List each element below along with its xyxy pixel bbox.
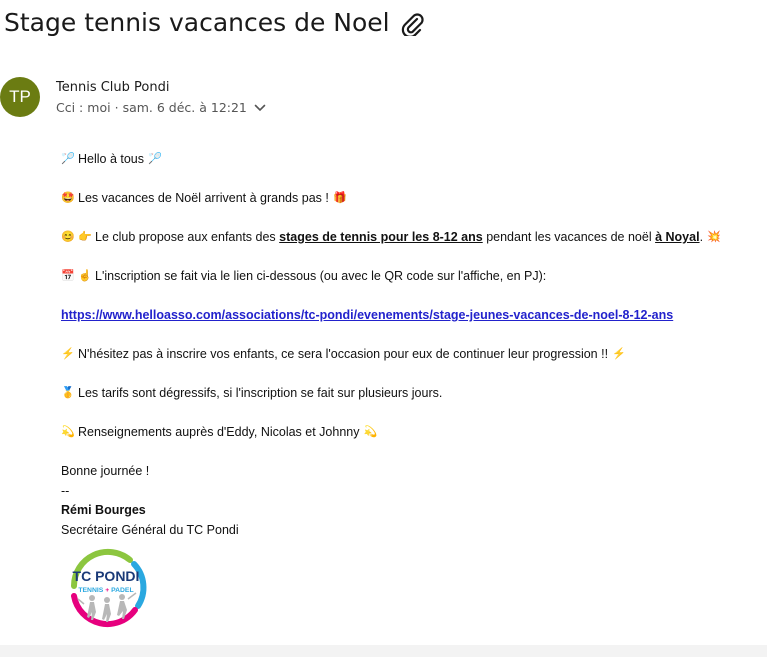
tarifs-text: Les tarifs sont dégressifs, si l'inscription se fait sur plusieurs jours.	[78, 386, 443, 400]
chevron-down-icon[interactable]	[254, 104, 266, 112]
tarifs-line	[61, 386, 761, 425]
contact-text: Renseignements auprès d'Eddy, Nicolas et Johnny	[78, 425, 360, 439]
racket-icon: 🏸	[148, 153, 162, 165]
inscription-text: L'inscription se fait via le lien ci-dessous (ou avec le QR code sur l'affiche, en PJ):	[95, 269, 547, 283]
greeting-text: Hello à tous	[78, 152, 145, 166]
offer-place: à Noyal	[655, 230, 700, 244]
gift-icon: 🎁	[332, 192, 347, 204]
star-face-icon: 🤩	[61, 192, 75, 204]
offer-line	[61, 230, 761, 269]
offer-bold: stages de tennis pour les 8-12 ans	[279, 230, 483, 244]
cc-label: Cci :	[56, 100, 84, 115]
subject-text: Stage tennis vacances de Noel	[4, 8, 390, 37]
club-logo	[62, 544, 154, 632]
dizzy-icon: 💫	[363, 426, 378, 438]
grin-icon: 😊	[61, 231, 75, 243]
logo-name: TC PONDI	[72, 568, 140, 584]
registration-link[interactable]: https://www.helloasso.com/associations/tc-pondi/evenements/stage-jeunes-vacances-de-noel-8-12-ans	[61, 308, 674, 322]
sender-name[interactable]: Tennis Club Pondi	[56, 80, 170, 95]
offer-pre: Le club propose aux enfants des	[95, 230, 276, 244]
email-subject	[4, 8, 424, 37]
paperclip-icon[interactable]	[400, 10, 424, 36]
lightning-icon: ⚡	[612, 348, 626, 360]
offer-mid: pendant les vacances de noël	[486, 230, 652, 244]
lightning-icon: ⚡	[61, 348, 75, 360]
inscription-line	[61, 269, 761, 308]
signature-name: Rémi Bourges	[61, 503, 146, 517]
email-body	[61, 152, 761, 542]
recipient-line	[56, 100, 266, 115]
sent-date: sam. 6 déc. à 12:21	[122, 100, 247, 115]
pointing-hand-icon: 👉	[78, 231, 92, 243]
recipient: moi	[87, 100, 111, 115]
encourage-text: N'hésitez pas à inscrire vos enfants, ce sera l'occasion pour eux de continuer leur progression !!	[78, 347, 609, 361]
link-line	[61, 308, 761, 347]
footer-strip	[0, 645, 767, 657]
medal-icon: 🥇	[61, 387, 75, 399]
holidays-line	[61, 191, 761, 230]
closing: Bonne journée !	[61, 464, 150, 478]
contact-line	[61, 425, 761, 464]
index-up-icon: ☝	[78, 270, 92, 282]
dizzy-icon: 💫	[61, 426, 75, 438]
separator: ·	[114, 100, 119, 115]
calendar-icon: 📅	[61, 270, 75, 282]
avatar-initials: TP	[9, 87, 31, 106]
greeting-line	[61, 152, 761, 191]
signature-title: Secrétaire Général du TC Pondi	[61, 522, 239, 537]
holidays-text: Les vacances de Noël arrivent à grands pas !	[78, 191, 329, 205]
encourage-line	[61, 347, 761, 386]
signature-separator: --	[61, 483, 70, 498]
sender-avatar[interactable]	[0, 77, 40, 117]
racket-icon: 🏸	[61, 153, 75, 165]
logo-tagline: TENNIS + PADEL	[78, 587, 134, 594]
offer-end: .	[699, 230, 704, 244]
boom-icon: 💥	[707, 231, 721, 243]
